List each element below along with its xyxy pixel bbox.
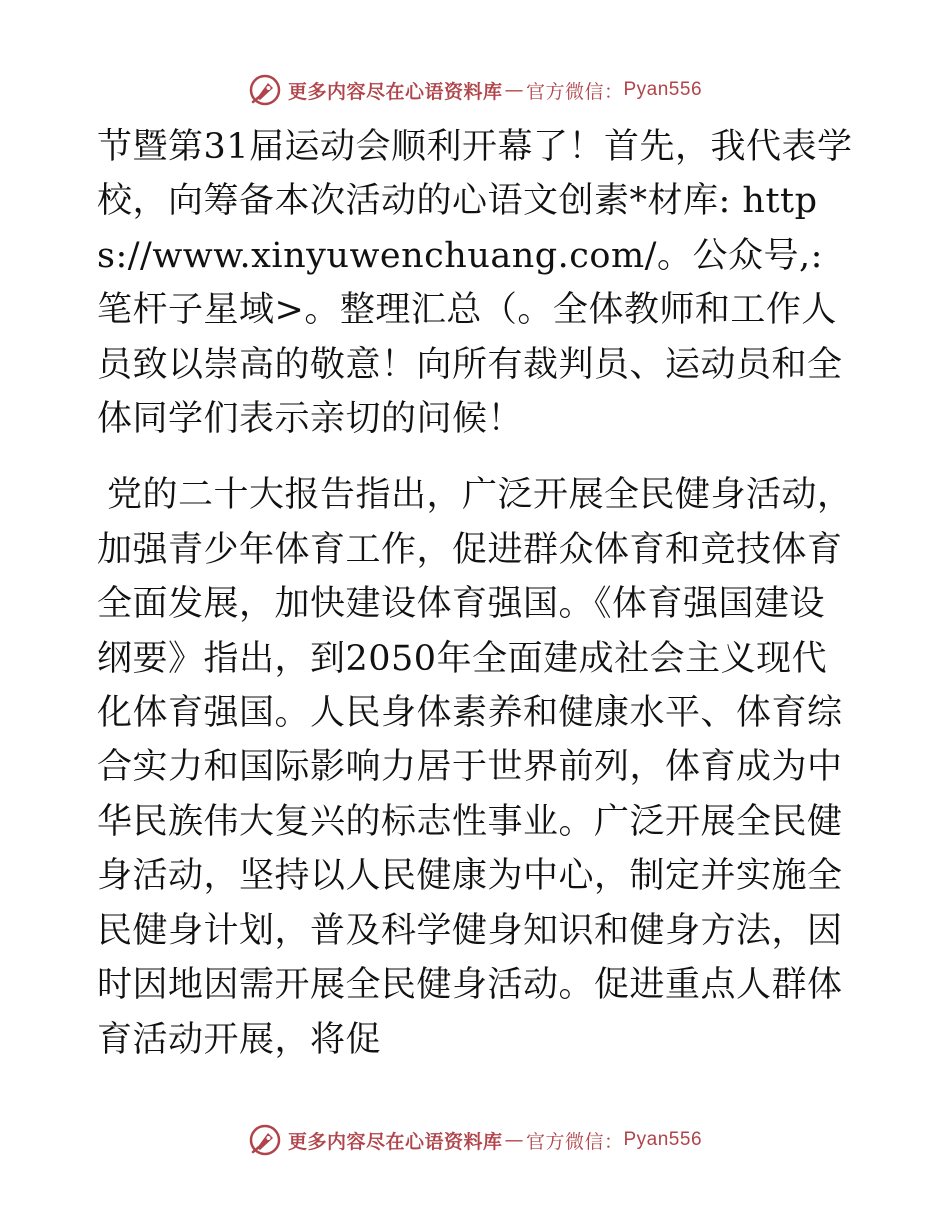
footer-watermark-banner: [0, 1120, 950, 1160]
banner-separator: —: [504, 1129, 524, 1151]
banner-wechat-label: 官方微信：: [525, 1130, 624, 1153]
pen-nib-logo-icon: [248, 1123, 282, 1157]
banner-brand-text: 更多内容尽在心语资料库: [287, 80, 503, 103]
document-body: [97, 120, 853, 1067]
body-paragraph-2: 党的二十大报告指出，广泛开展全民健身活动，加强青少年体育工作，促进群众体育和竞技体育全面发展，加快建设体育强国。《体育强国建设纲要》指出，到2050年全面建成社会主义现代化体育强国。人民身体素养和健康水平、体育综合实力和国际影响力居于世界前列，体育成为中华民族伟大复兴的标志性事业。广泛开展全民健身活动，坚持以人民健康为中心，制定并实施全民健身计划，普及科学健身知识和健身方法，因时因地因需开展全民健身活动。促进重点人群体育活动开展，将促: [97, 475, 853, 1060]
header-watermark-banner: [0, 70, 950, 110]
pen-nib-logo-icon: [248, 73, 282, 107]
banner-separator: —: [504, 79, 524, 101]
banner-wechat-id: Pyan556: [623, 79, 703, 100]
banner-brand-text: 更多内容尽在心语资料库: [287, 1130, 503, 1153]
banner-wechat-label: 官方微信：: [525, 80, 624, 103]
body-paragraph-1: 节暨第31届运动会顺利开幕了！首先，我代表学校，向筹备本次活动的心语文创素*材库: https://www.xinyuwenchuang.com/。公众号,: 笔杆子星域>。整理汇总（。全体教师和工作人员致以崇高的敬意！向所有裁判员、运动员和全体同学们表示亲切的问候！: [97, 127, 853, 440]
banner-wechat-id: Pyan556: [623, 1129, 703, 1150]
